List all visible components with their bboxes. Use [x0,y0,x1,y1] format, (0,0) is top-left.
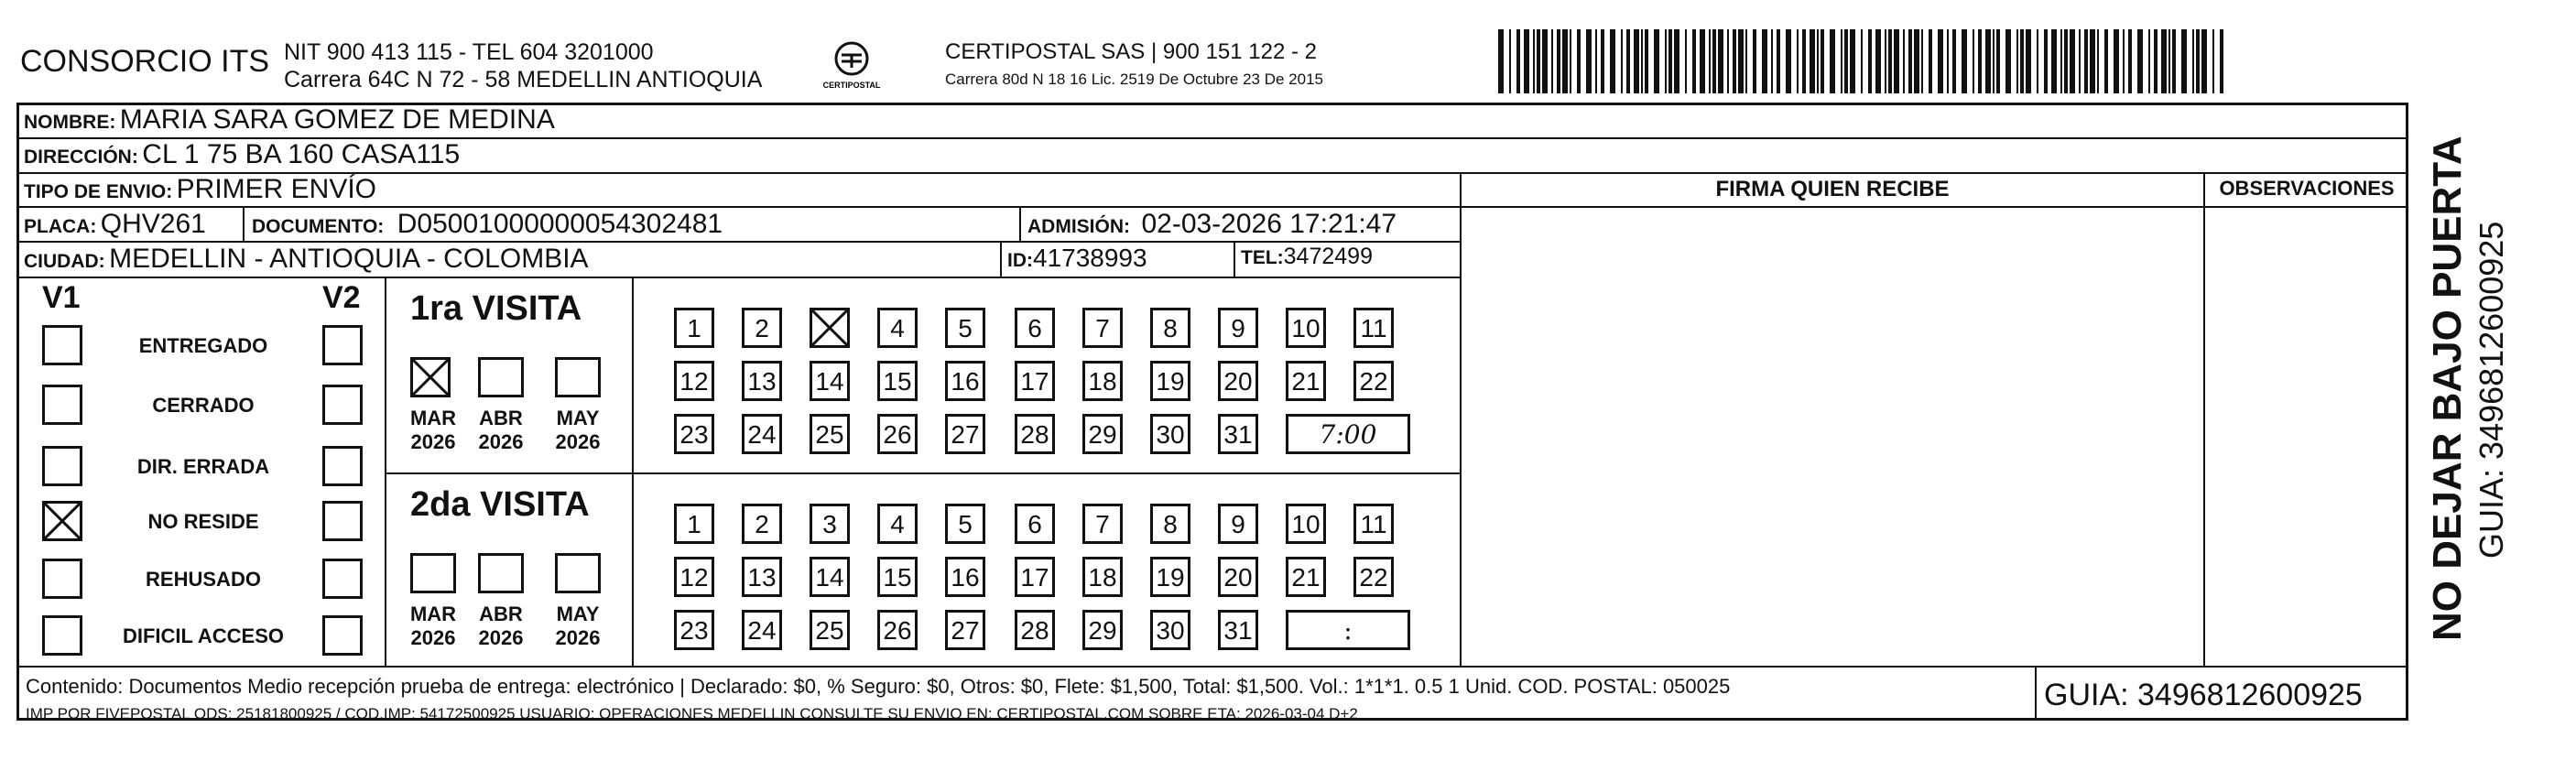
v2-checkbox[interactable] [322,501,363,541]
month-checkbox[interactable] [555,553,601,593]
day-box[interactable]: 31 [1218,610,1258,650]
v2-checkbox[interactable] [322,559,363,599]
v2-checkbox[interactable] [322,385,363,425]
day-box[interactable]: 8 [1150,308,1190,348]
row-divider [16,206,2408,208]
v1-checkbox[interactable] [42,446,82,486]
day-box[interactable]: 15 [877,361,918,401]
status-label: DIFICIL ACCESO [122,624,284,647]
certipostal-logo [820,35,884,99]
firma-header: FIRMA QUIEN RECIBE [1715,177,1950,201]
company-name: CONSORCIO ITS [20,44,270,79]
observaciones-header: OBSERVACIONES [2219,177,2395,200]
month-label: ABR 2026 [478,407,524,453]
day-box[interactable]: 13 [742,361,782,401]
day-box[interactable]: 17 [1015,557,1055,597]
day-box[interactable]: 21 [1286,361,1326,401]
id-label: ID: [1007,250,1033,271]
day-box[interactable]: 6 [1015,308,1055,348]
admision-field [1027,209,1397,240]
day-box[interactable]: 30 [1150,414,1190,454]
nit-line: NIT 900 413 115 - TEL 604 3201000 [284,39,654,65]
month-label: MAY 2026 [555,407,601,453]
row-divider [16,666,2408,668]
month-label: ABR 2026 [478,603,524,649]
visit-divider [385,472,1460,474]
address-line: Carrera 64C N 72 - 58 MEDELLIN ANTIOQUIA [284,67,763,92]
tel-field [1241,244,1373,270]
day-box[interactable]: 3 [810,504,850,544]
day-box[interactable]: 10 [1286,504,1326,544]
month-checkbox[interactable] [410,553,456,593]
month-checkbox[interactable] [410,357,451,397]
row-divider [16,277,1462,278]
day-box[interactable]: 30 [1150,610,1190,650]
col-divider [385,277,386,666]
day-box[interactable]: 27 [945,414,985,454]
direccion-label: DIRECCIÓN: [24,147,138,168]
carrier-info [945,38,1323,93]
col-divider [243,206,245,241]
col-divider [1019,206,1021,241]
col-divider [2035,666,2037,721]
barcode [1496,29,2229,93]
day-box[interactable]: 21 [1286,557,1326,597]
id-value: 41738993 [1033,244,1147,272]
day-box[interactable]: 15 [877,557,918,597]
sidebar-guia: GUIA: 3496812600925 [2473,221,2510,559]
day-box[interactable]: 18 [1082,361,1123,401]
ciudad-field [24,244,589,275]
day-box[interactable]: 24 [742,414,782,454]
day-box[interactable]: 23 [674,610,714,650]
day-box[interactable]: 6 [1015,504,1055,544]
tel-label: TEL: [1241,247,1284,268]
day-box[interactable]: 4 [877,308,918,348]
day-box[interactable]: 4 [877,504,918,544]
v2-checkbox[interactable] [322,446,363,486]
day-box[interactable]: 17 [1015,361,1055,401]
day-box[interactable]: 8 [1150,504,1190,544]
day-box[interactable]: 23 [674,414,714,454]
v2-header: V2 [322,280,361,315]
tel-value: 3472499 [1283,244,1373,269]
month-checkbox[interactable] [478,357,524,397]
ciudad-value: MEDELLIN - ANTIOQUIA - COLOMBIA [109,244,589,274]
v1-header: V1 [42,280,81,315]
footer-content-line: Contenido: Documentos Medio recepción prueba de entrega: electrónico | Declarado: $0, % Seguro: $0, Otros: $0, Flete: $1,500, Total: $1,500. Vol.: 1*1*1. 0.5 1 Unid. COD. POSTAL: 050025 [26,675,1731,698]
carrier-license: Carrera 80d N 18 16 Lic. 2519 De Octubre 23 De 2015 [945,71,1323,88]
v1-checkbox[interactable] [42,501,82,541]
day-box[interactable]: 26 [877,610,918,650]
day-box[interactable]: 18 [1082,557,1123,597]
day-box[interactable]: 25 [810,610,850,650]
logo-caption: CERTIPOSTAL [822,81,881,90]
day-box[interactable]: 31 [1218,414,1258,454]
status-label: DIR. ERRADA [136,455,270,478]
day-box[interactable]: 29 [1082,610,1123,650]
day-box[interactable]: 24 [742,610,782,650]
documento-field [252,209,723,240]
carrier-line: CERTIPOSTAL SAS | 900 151 122 - 2 [945,39,1317,64]
day-box[interactable]: 10 [1286,308,1326,348]
v2-checkbox[interactable] [322,325,363,365]
col-divider [1000,241,1002,277]
day-box[interactable]: 1 [674,504,714,544]
nombre-field [24,104,555,136]
footer-print-line: IMP POR FIVEPOSTAL ODS: 25181800925 / COD.IMP: 54172500925 USUARIO: OPERACIONES MEDELLIN CONSULTE SU ENVIO EN: CERTIPOSTAL.COM SOBRE ETA: 2026-03-04 D+2 [26,705,1358,722]
day-box[interactable]: 14 [810,557,850,597]
day-box[interactable]: 2 [742,504,782,544]
status-label: ENTREGADO [138,334,268,357]
direccion-value: CL 1 75 BA 160 CASA115 [142,139,461,169]
v1-checkbox[interactable] [42,385,82,425]
month-label: MAY 2026 [555,603,601,649]
day-box[interactable]: 12 [674,361,714,401]
status-label: REHUSADO [146,568,261,591]
direccion-field [24,139,460,170]
admision-value: 02-03-2026 17:21:47 [1141,209,1397,239]
day-box[interactable]: 11 [1353,504,1394,544]
day-box[interactable]: 9 [1218,308,1258,348]
day-box[interactable]: 7 [1082,504,1123,544]
day-box[interactable]: 28 [1015,414,1055,454]
tipo-envio-label: TIPO DE ENVIO: [24,181,173,202]
row-divider [16,241,1462,243]
day-box[interactable]: 29 [1082,414,1123,454]
day-box[interactable] [810,308,850,348]
day-box[interactable]: 16 [945,361,985,401]
day-box[interactable]: 14 [810,361,850,401]
day-box[interactable]: 7 [1082,308,1123,348]
no-dejar-notice: NO DEJAR BAJO PUERTA [2425,136,2470,641]
day-box[interactable]: 19 [1150,557,1190,597]
day-box[interactable]: 13 [742,557,782,597]
day-box[interactable]: 25 [810,414,850,454]
day-box[interactable]: 9 [1218,504,1258,544]
status-label: CERRADO [152,394,255,417]
documento-label: DOCUMENTO: [252,216,385,237]
placa-field [24,209,206,240]
day-box[interactable]: 26 [877,414,918,454]
guia-box: GUIA: 3496812600925 [2044,678,2363,712]
documento-value: D05001000000054302481 [397,209,723,239]
col-divider [1234,241,1235,277]
day-box[interactable]: 20 [1218,361,1258,401]
day-box[interactable]: 11 [1353,308,1394,348]
day-box[interactable]: 12 [674,557,714,597]
visit-time-field[interactable]: : [1286,610,1410,650]
col-divider [1460,172,1462,666]
month-checkbox[interactable] [478,553,524,593]
day-box[interactable]: 1 [674,308,714,348]
ciudad-label: CIUDAD: [24,251,105,272]
visit-time-field[interactable]: 7:00 [1286,414,1410,454]
day-box[interactable]: 5 [945,308,985,348]
tipo-envio-value: PRIMER ENVÍO [176,174,377,204]
day-box[interactable]: 27 [945,610,985,650]
day-box[interactable]: 20 [1218,557,1258,597]
placa-value: QHV261 [100,209,206,239]
month-label: MAR 2026 [409,407,457,453]
day-box[interactable]: 28 [1015,610,1055,650]
day-box[interactable]: 22 [1353,557,1394,597]
tipo-envio-field [24,174,376,205]
day-box[interactable]: 22 [1353,361,1394,401]
nombre-label: NOMBRE: [24,112,116,133]
day-box[interactable]: 5 [945,504,985,544]
col-divider [632,277,634,666]
day-box[interactable]: 16 [945,557,985,597]
status-label: NO RESIDE [147,510,259,533]
admision-label: ADMISIÓN: [1027,216,1130,237]
v1-checkbox[interactable] [42,559,82,599]
visit-title: 2da VISITA [410,485,590,524]
visit-title: 1ra VISITA [410,289,582,328]
placa-label: PLACA: [24,216,97,237]
col-divider [2203,172,2205,666]
day-box[interactable]: 19 [1150,361,1190,401]
v2-checkbox[interactable] [322,615,363,656]
month-label: MAR 2026 [409,603,457,649]
v1-checkbox[interactable] [42,615,82,656]
id-field [1007,244,1147,273]
v1-checkbox[interactable] [42,325,82,365]
nombre-value: MARIA SARA GOMEZ DE MEDINA [119,104,555,135]
company-contact [284,38,762,93]
month-checkbox[interactable] [555,357,601,397]
day-box[interactable]: 2 [742,308,782,348]
